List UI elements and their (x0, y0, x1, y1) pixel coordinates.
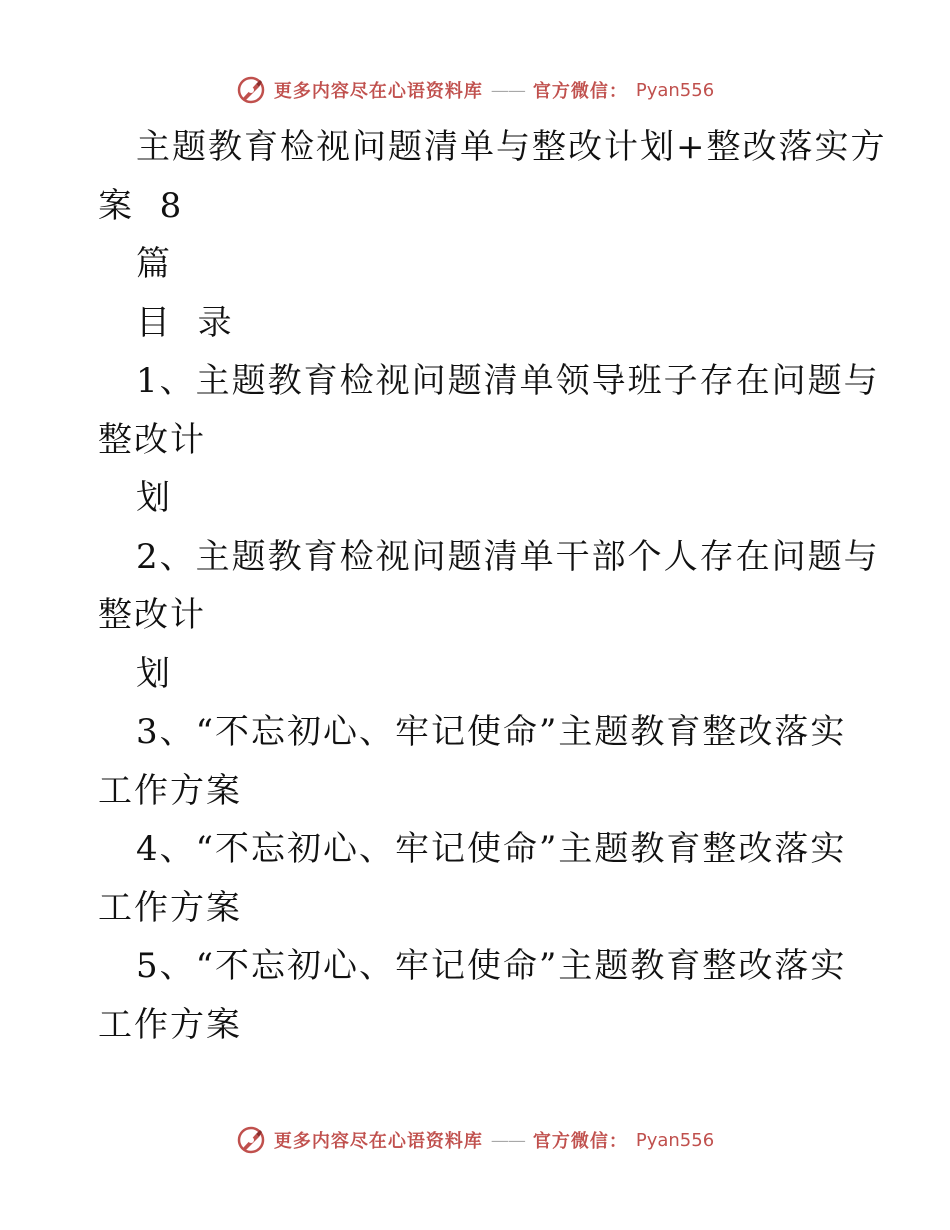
toc-item-4-line-1: 4、“不忘初心、牢记使命”主题教育整改落实 (136, 829, 847, 869)
wechat-label: 官方微信： (532, 1131, 628, 1152)
wechat-id: Pyan556 (635, 1129, 715, 1151)
toc-item-4-line-2: 工作方案 (98, 887, 242, 928)
toc-item-3-line-1: 3、“不忘初心、牢记使命”主题教育整改落实 (136, 712, 847, 752)
toc-item-1-line-2: 整改计 (98, 419, 206, 460)
toc-item-5-line-1: 5、“不忘初心、牢记使命”主题教育整改落实 (136, 946, 847, 986)
pen-logo-icon (236, 75, 266, 105)
pen-logo-icon (236, 1125, 266, 1155)
doc-title-line-2: 案 8 (98, 185, 184, 226)
toc-item-3-line-2: 工作方案 (98, 770, 242, 811)
promo-dash: —— (490, 79, 525, 101)
promo-dash: —— (490, 1129, 525, 1151)
doc-title-line-3: 篇 (136, 244, 172, 284)
toc-item-2-line-2: 整改计 (98, 595, 206, 635)
toc-item-1-line-1: 1、主题教育检视问题清单领导班子存在问题与 (136, 361, 880, 401)
toc-heading: 目 录 (136, 302, 234, 343)
toc-item-1-line-3: 划 (136, 478, 172, 518)
promo-text: 更多内容尽在心语资料库 (273, 1131, 483, 1152)
wechat-id: Pyan556 (635, 79, 715, 101)
header-watermark (0, 70, 950, 110)
wechat-label: 官方微信： (532, 81, 628, 102)
toc-item-2-line-3: 划 (136, 653, 172, 694)
promo-text: 更多内容尽在心语资料库 (273, 81, 483, 102)
toc-item-5-line-2: 工作方案 (98, 1004, 242, 1045)
footer-watermark (0, 1120, 950, 1160)
doc-title-line-1: 主题教育检视问题清单与整改计划+整改落实方 (136, 127, 887, 167)
toc-item-2-line-1: 2、主题教育检视问题清单干部个人存在问题与 (136, 536, 880, 577)
document-body (98, 118, 887, 1054)
